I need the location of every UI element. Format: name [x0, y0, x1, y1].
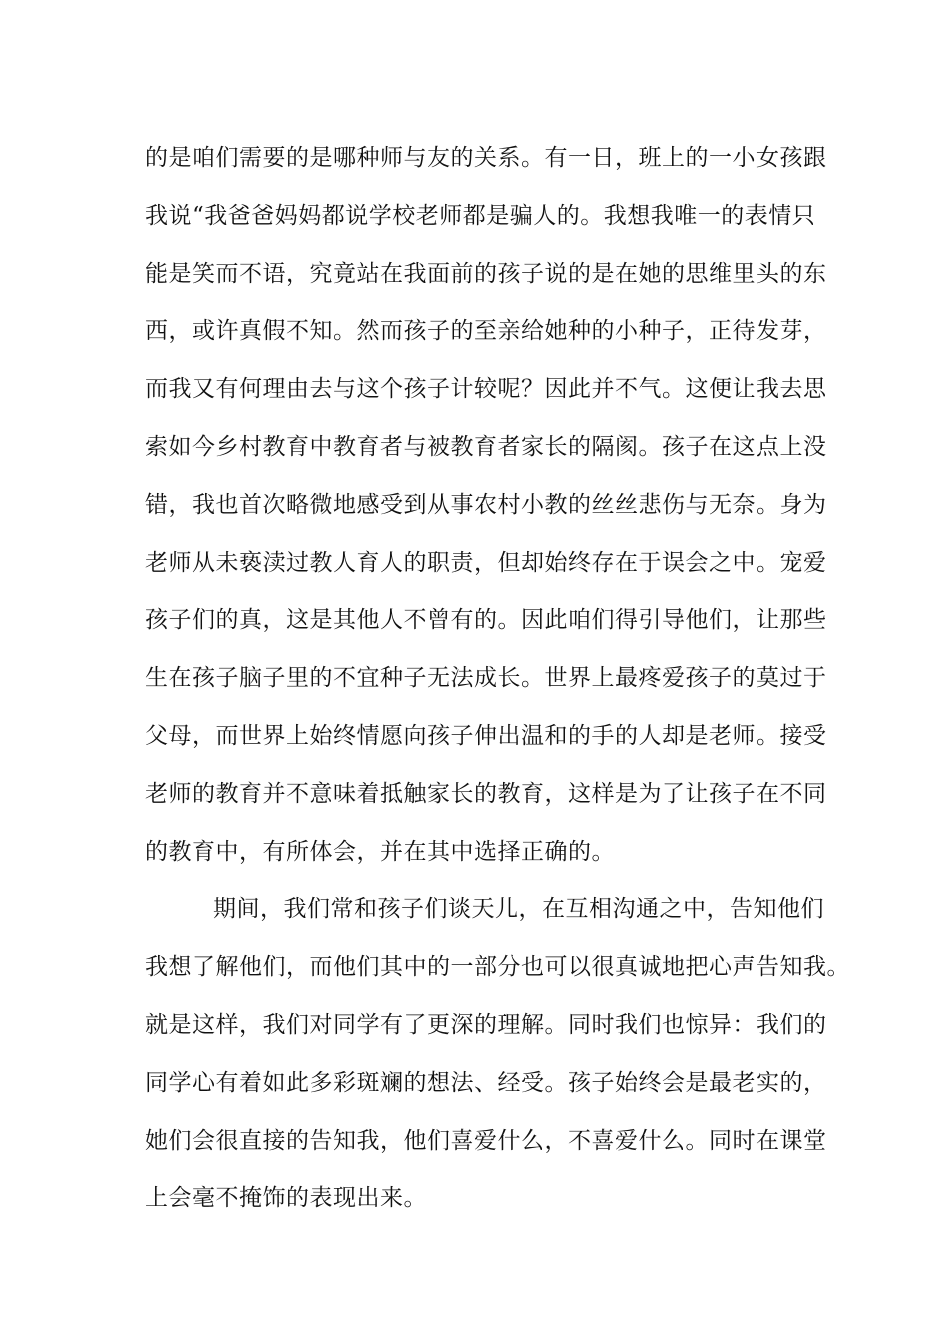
text-line: 老师的教育并不意味着抵触家长的教育，这样是为了让孩子在不同 — [145, 780, 827, 807]
text-line: 我想了解他们，而他们其中的一部分也可以很真诚地把心声告知我。 — [145, 954, 850, 981]
text-line: 孩子们的真，这是其他人不曾有的。因此咱们得引导他们，让那些 — [145, 607, 827, 634]
text-line: 错，我也首次略微地感受到从事农村小教的丝丝悲伤与无奈。身为 — [145, 491, 827, 518]
text-line: 生在孩子脑子里的不宜种子无法成长。世界上最疼爱孩子的莫过于 — [145, 665, 827, 692]
text-line: 能是笑而不语，究竟站在我面前的孩子说的是在她的思维里头的东 — [145, 260, 827, 287]
text-line: 的是咱们需要的是哪种师与友的关系。有一日，班上的一小女孩跟 — [145, 145, 827, 171]
text-line: 我说“我爸爸妈妈都说学校老师都是骗人的。我想我唯一的表情只 — [145, 202, 816, 229]
text-line: 而我又有何理由去与这个孩子计较呢？因此并不气。这便让我去思 — [145, 376, 827, 403]
text-line: 西，或许真假不知。然而孩子的至亲给她种的小种子，正待发芽， — [145, 318, 827, 345]
text-line: 老师从未亵渎过教人育人的职责，但却始终存在于误会之中。宠爱 — [145, 549, 827, 576]
paragraph-first-line: 期间，我们常和孩子们谈天儿，在互相沟通之中，告知他们 — [213, 896, 824, 923]
text-line: 的教育中，有所体会，并在其中选择正确的。 — [145, 838, 615, 865]
body-text — [145, 130, 850, 1228]
text-line: 同学心有着如此多彩斑斓的想法、经受。孩子始终会是最老实的， — [145, 1069, 827, 1096]
text-line: 上会毫不掩饰的表现出来。 — [145, 1185, 427, 1212]
text-line: 父母，而世界上始终情愿向孩子伸出温和的手的人却是老师。接受 — [145, 722, 827, 749]
text-line: 她们会很直接的告知我，他们喜爱什么，不喜爱什么。同时在课堂 — [145, 1127, 827, 1154]
text-line: 索如今乡村教育中教育者与被教育者家长的隔阂。孩子在这点上没 — [145, 433, 827, 460]
text-line: 就是这样，我们对同学有了更深的理解。同时我们也惊异：我们的 — [145, 1011, 827, 1038]
